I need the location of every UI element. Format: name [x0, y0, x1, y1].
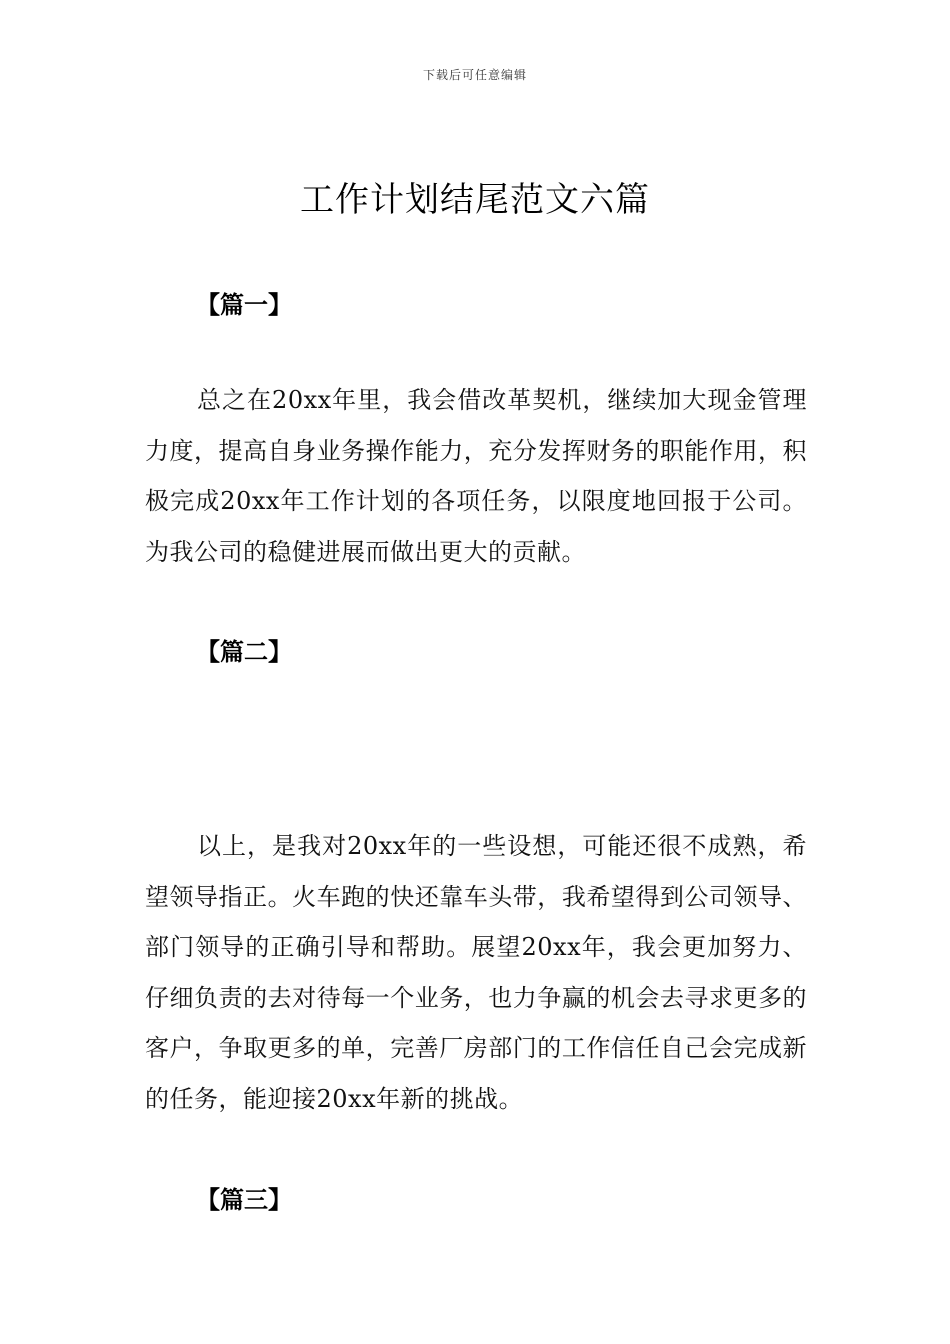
document-title: 工作计划结尾范文六篇	[300, 180, 650, 220]
section-body-2: 以上，是我对20xx年的一些设想，可能还很不成熟，希望领导指正。火车跑的快还靠车头带，我希望得到公司领导、部门领导的正确引导和帮助。展望20xx年，我会更加努力、仔细负责的去对待每一个业务，也力争赢的机会去寻求更多的客户，争取更多的单，完善厂房部门的工作信任自己会完成新的任务，能迎接20xx年新的挑战。	[145, 832, 807, 1113]
header-note: 下载后可任意编辑	[422, 68, 527, 82]
section-heading-2: 【篇二】	[196, 637, 292, 666]
section-heading-1: 【篇一】	[196, 290, 292, 319]
section-body-1: 总之在20xx年里，我会借改革契机，继续加大现金管理力度，提高自身业务操作能力，充分发挥财务的职能作用，积极完成20xx年工作计划的各项任务，以限度地回报于公司。为我公司的稳健进展而做出更大的贡献。	[145, 386, 807, 566]
section-heading-3: 【篇三】	[196, 1185, 292, 1214]
